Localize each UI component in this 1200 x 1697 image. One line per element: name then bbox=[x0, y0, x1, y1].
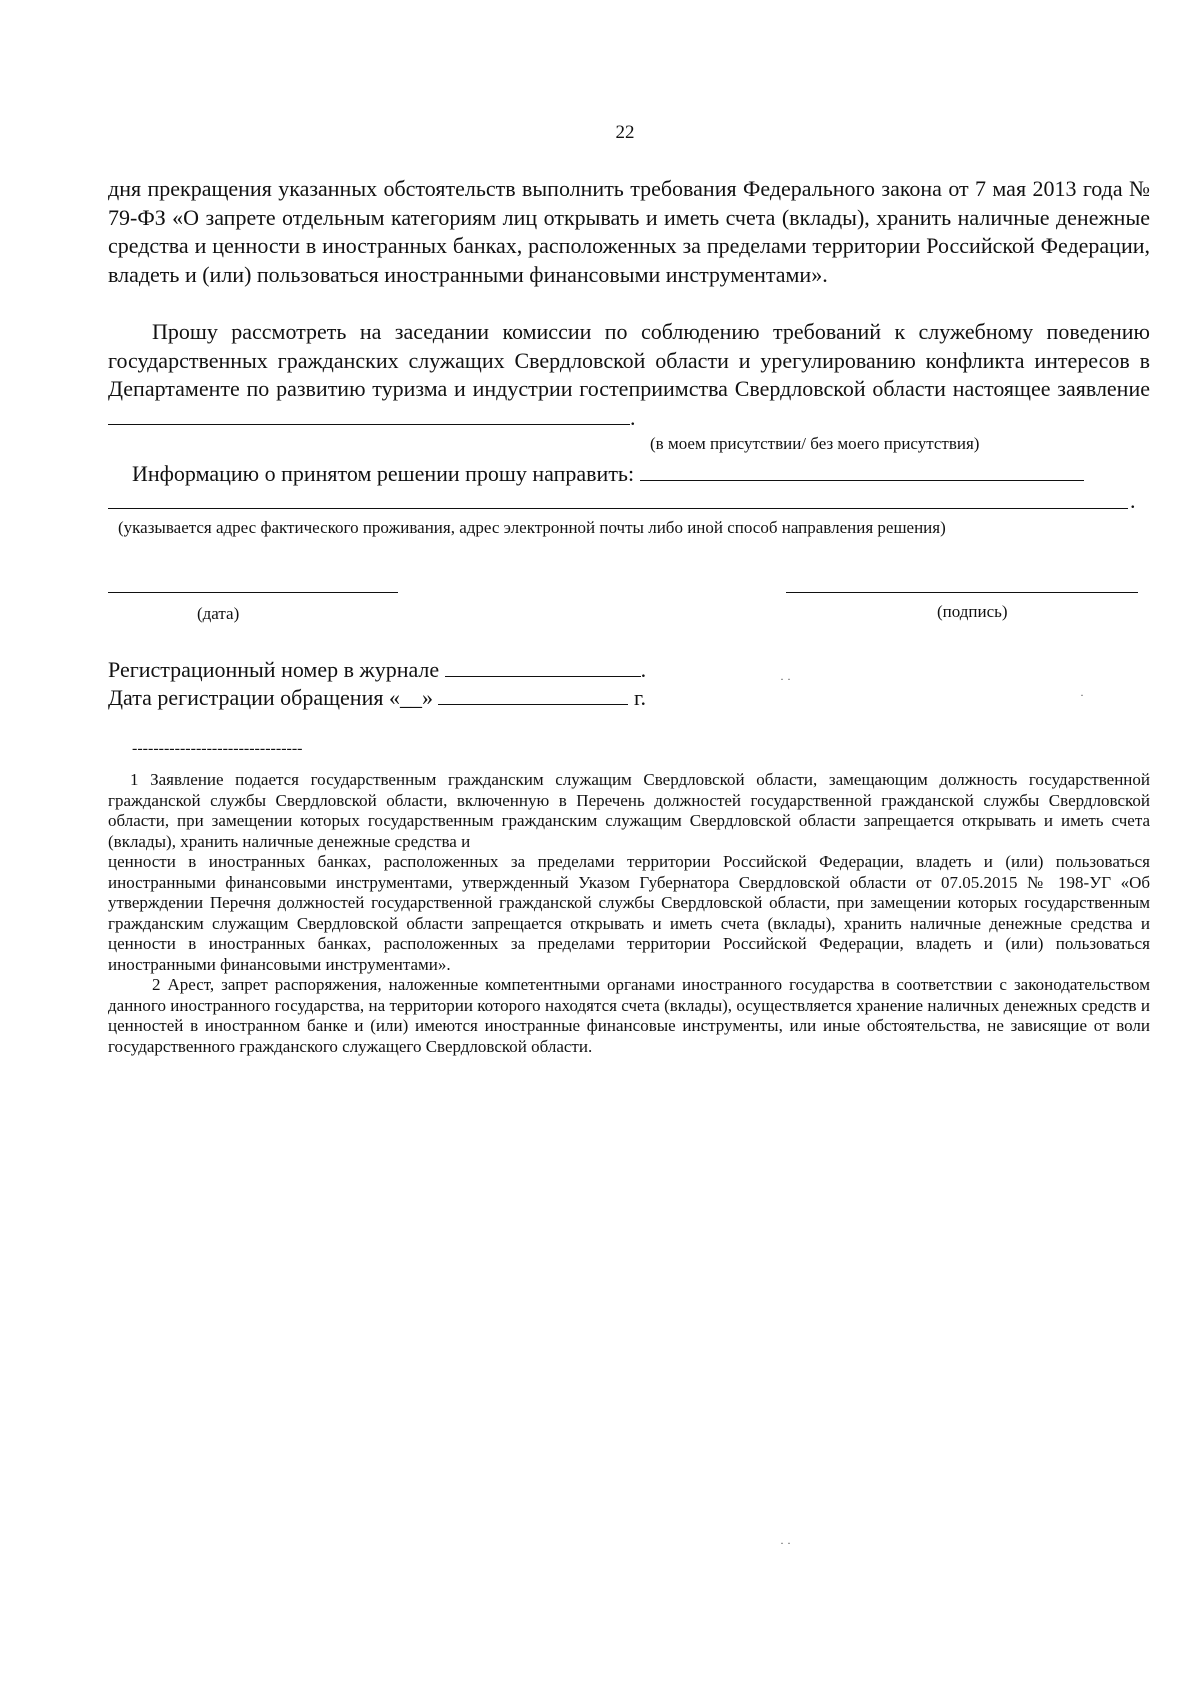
date-caption: (дата) bbox=[197, 604, 240, 623]
scan-speck: · · bbox=[780, 672, 791, 686]
info-destination-line-2[interactable] bbox=[108, 508, 1128, 509]
presence-caption: (в моем присутствии/ без моего присутствия) bbox=[650, 434, 980, 453]
info-destination-field[interactable] bbox=[640, 462, 1084, 481]
footnote-1-part-2: ценности в иностранных банках, расположенных за пределами территории Российской Федерации, владеть и (или) пользоваться иностранными финансовыми инструментами, утвержденный Указом Губернатора Свердловской области от 07.05.2015 № 198-УГ «Об утверждении Перечня должностей государственной гражданской службы Свердловской области, при замещении которых государственным гражданским служащим Свердловской области запрещается открывать и иметь счета (вклады), хранить наличные денежные средства и ценности в иностранных банках, расположенных за пределами территории Российской Федерации, владеть и (или) пользоваться иностранными финансовыми инструментами». bbox=[108, 852, 1150, 974]
info-label: Информацию о принятом решении прошу направить: bbox=[132, 461, 635, 486]
info-line-end: . bbox=[1130, 488, 1136, 513]
paragraph-2 bbox=[108, 318, 1150, 432]
application-presence-field[interactable] bbox=[108, 406, 630, 425]
info-row bbox=[132, 460, 1084, 488]
reg-number-field[interactable] bbox=[445, 658, 641, 677]
paragraph-1: дня прекращения указанных обстоятельств выполнить требования Федерального закона от 7 мая 2013 года № 79-ФЗ «О запрете отдельным категориям лиц открывать и иметь счета (вклады), хранить наличные денежные средства и ценности в иностранных банках, расположенных за пределами территории Российской Федерации, владеть и (или) пользоваться иностранными финансовыми инструментами». bbox=[108, 176, 1150, 287]
footnote-separator: -------------------------------- bbox=[132, 740, 303, 757]
scan-speck: · · bbox=[780, 1536, 791, 1550]
footnotes bbox=[108, 770, 1150, 1057]
paragraph-2-end: . bbox=[630, 404, 636, 430]
date-line[interactable] bbox=[108, 592, 398, 593]
reg-date-field[interactable] bbox=[438, 686, 628, 705]
signature-line[interactable] bbox=[786, 592, 1138, 593]
reg-date-end: г. bbox=[633, 685, 647, 710]
reg-date-label: Дата регистрации обращения «__» bbox=[108, 685, 433, 710]
reg-date-row bbox=[108, 684, 646, 712]
footnote-1-part-1: 1 Заявление подается государственным гражданским служащим Свердловской области, замещающим должность государственной гражданской службы Свердловской области, включенную в Перечень должностей государственной гражданской службы Свердловской области, при замещении которых государственным гражданским служащим Свердловской области запрещается открывать и иметь счета (вклады), хранить наличные денежные средства и bbox=[108, 770, 1150, 851]
reg-number-end: . bbox=[640, 657, 647, 682]
paragraph-2-text: Прошу рассмотреть на заседании комиссии по соблюдению требований к служебному поведению государственных гражданских служащих Свердловской области и урегулированию конфликта интересов в Департаменте по развитию туризма и индустрии гостеприимства Свердловской области настоящее заявление bbox=[108, 319, 1150, 401]
address-caption: (указывается адрес фактического проживания, адрес электронной почты либо иной способ направления решения) bbox=[118, 518, 946, 537]
page-number: 22 bbox=[615, 122, 635, 143]
signature-caption: (подпись) bbox=[937, 602, 1008, 621]
reg-number-row bbox=[108, 656, 646, 684]
scan-speck: · bbox=[1080, 688, 1084, 702]
footnote-2: 2 Арест, запрет распоряжения, наложенные компетентными органами иностранного государства в соответствии с законодательством данного иностранного государства, на территории которого находятся счета (вклады), осуществляется хранение наличных денежных средств и ценностей в иностранном банке и (или) имеются иностранные финансовые инструменты, или иные обстоятельства, не зависящие от воли государственного гражданского служащего Свердловской области. bbox=[108, 975, 1150, 1056]
reg-number-label: Регистрационный номер в журнале bbox=[108, 657, 440, 682]
